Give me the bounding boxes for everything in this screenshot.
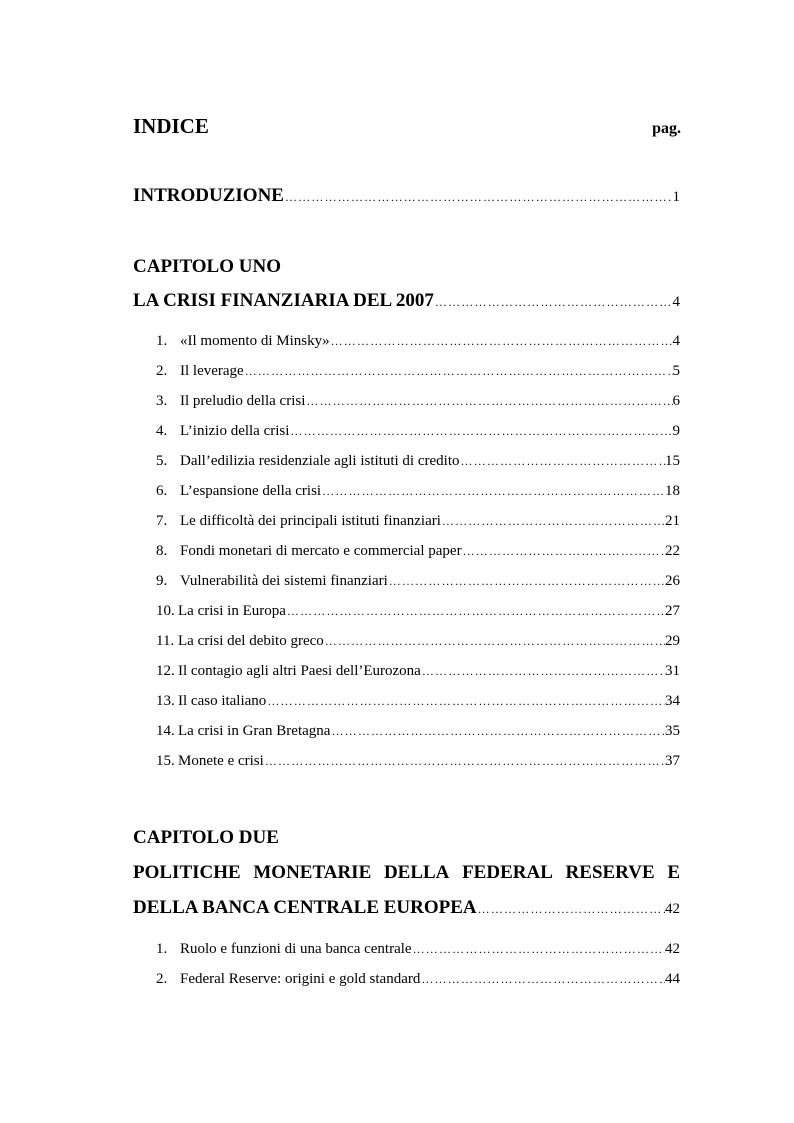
entry-page: 42 — [665, 901, 680, 917]
dot-leader — [435, 295, 673, 310]
section-number: 11. — [156, 633, 175, 649]
dot-leader — [463, 544, 665, 559]
section-number: 13. — [156, 693, 175, 709]
toc-entry-chapter-one[interactable] — [133, 290, 680, 312]
dot-leader — [331, 724, 665, 739]
section-page: 6 — [672, 393, 680, 409]
dot-leader — [422, 664, 665, 679]
section-label: Il preludio della crisi — [180, 393, 306, 409]
toc-entry-section[interactable] — [156, 333, 680, 350]
section-number: 7. — [156, 513, 168, 529]
title-word: FEDERAL — [462, 862, 553, 883]
section-page: 21 — [665, 513, 680, 529]
section-label: Fondi monetari di mercato e commercial paper — [180, 543, 462, 559]
toc-entry-section[interactable] — [156, 941, 680, 958]
section-label: Vulnerabilità dei sistemi finanziari — [180, 573, 388, 589]
section-label: L’inizio della crisi — [180, 423, 290, 439]
section-page: 18 — [665, 483, 680, 499]
entry-page: 1 — [672, 189, 680, 205]
dot-leader — [265, 754, 665, 769]
section-label: Il contagio agli altri Paesi dell’Eurozona — [178, 663, 421, 679]
section-page: 31 — [665, 663, 680, 679]
toc-entry-section[interactable] — [156, 393, 680, 410]
entry-label: DELLA BANCA CENTRALE EUROPEA — [133, 897, 477, 918]
section-page: 4 — [672, 333, 680, 349]
toc-entry-section[interactable] — [156, 971, 680, 988]
section-number: 1. — [156, 333, 168, 349]
section-page: 34 — [665, 693, 680, 709]
section-number: 3. — [156, 393, 168, 409]
toc-entry-section[interactable] — [156, 723, 680, 740]
section-page: 37 — [665, 753, 680, 769]
title-word: MONETARIE — [253, 862, 372, 883]
toc-entry-section[interactable] — [156, 423, 680, 440]
dot-leader — [331, 334, 673, 349]
section-number: 14. — [156, 723, 175, 739]
dot-leader — [413, 942, 665, 957]
section-page: 42 — [665, 941, 680, 957]
section-label: Le difficoltà dei principali istituti finanziari — [180, 513, 441, 529]
dot-leader — [461, 454, 666, 469]
section-page: 26 — [665, 573, 680, 589]
dot-leader — [267, 694, 665, 709]
dot-leader — [306, 394, 672, 409]
section-number: 2. — [156, 971, 168, 987]
toc-title: INDICE — [133, 114, 209, 138]
section-number: 1. — [156, 941, 168, 957]
section-label: «Il momento di Minsky» — [180, 333, 330, 349]
dot-leader — [245, 364, 673, 379]
section-number: 2. — [156, 363, 168, 379]
entry-label: INTRODUZIONE — [133, 185, 284, 206]
entry-label: LA CRISI FINANZIARIA DEL 2007 — [133, 290, 434, 311]
section-label: La crisi in Gran Bretagna — [178, 723, 331, 739]
toc-entry-chapter-two[interactable] — [133, 897, 680, 919]
toc-entry-section[interactable] — [156, 363, 680, 380]
dot-leader — [421, 972, 665, 987]
toc-entry-section[interactable] — [156, 483, 680, 500]
chapter-two-title-line1 — [133, 862, 680, 884]
section-page: 27 — [665, 603, 680, 619]
section-page: 5 — [672, 363, 680, 379]
section-label: Il leverage — [180, 363, 244, 379]
title-word: DELLA — [383, 862, 450, 883]
section-number: 8. — [156, 543, 168, 559]
section-number: 5. — [156, 453, 168, 469]
toc-header — [133, 114, 681, 139]
dot-leader — [325, 634, 665, 649]
section-label: L’espansione della crisi — [180, 483, 322, 499]
chapter-two-heading: CAPITOLO DUE — [133, 827, 279, 848]
section-number: 6. — [156, 483, 168, 499]
dot-leader — [322, 484, 665, 499]
toc-entry-section[interactable] — [156, 453, 680, 470]
section-page: 44 — [665, 971, 680, 987]
section-label: Il caso italiano — [178, 693, 267, 709]
section-page: 22 — [665, 543, 680, 559]
toc-entry-section[interactable] — [156, 603, 680, 620]
title-word: RESERVE — [565, 862, 655, 883]
section-label: Monete e crisi — [178, 753, 264, 769]
toc-entry-section[interactable] — [156, 543, 680, 560]
section-label: La crisi del debito greco — [178, 633, 324, 649]
toc-entry-section[interactable] — [156, 663, 680, 680]
section-label: La crisi in Europa — [178, 603, 286, 619]
entry-page: 4 — [672, 294, 680, 310]
title-word: POLITICHE — [133, 862, 241, 883]
dot-leader — [287, 604, 665, 619]
toc-entry-section[interactable] — [156, 633, 680, 650]
title-word: E — [667, 862, 680, 883]
section-number: 15. — [156, 753, 175, 769]
page-column-label: pag. — [652, 120, 681, 137]
section-number: 9. — [156, 573, 168, 589]
dot-leader — [389, 574, 665, 589]
section-page: 15 — [665, 453, 680, 469]
toc-entry-introduction[interactable] — [133, 185, 680, 207]
section-label: Ruolo e funzioni di una banca centrale — [180, 941, 412, 957]
section-number: 10. — [156, 603, 175, 619]
section-number: 4. — [156, 423, 168, 439]
dot-leader — [442, 514, 665, 529]
section-label: Dall’edilizia residenziale agli istituti di credito — [180, 453, 460, 469]
toc-entry-section[interactable] — [156, 753, 680, 770]
dot-leader — [290, 424, 672, 439]
toc-entry-section[interactable] — [156, 573, 680, 590]
section-label: Federal Reserve: origini e gold standard — [180, 971, 421, 987]
section-page: 35 — [665, 723, 680, 739]
section-page: 29 — [665, 633, 680, 649]
toc-entry-section[interactable] — [156, 513, 680, 530]
dot-leader — [285, 190, 673, 205]
dot-leader — [478, 902, 665, 917]
chapter-one-heading: CAPITOLO UNO — [133, 256, 281, 277]
section-number: 12. — [156, 663, 175, 679]
toc-entry-section[interactable] — [156, 693, 680, 710]
section-page: 9 — [672, 423, 680, 439]
